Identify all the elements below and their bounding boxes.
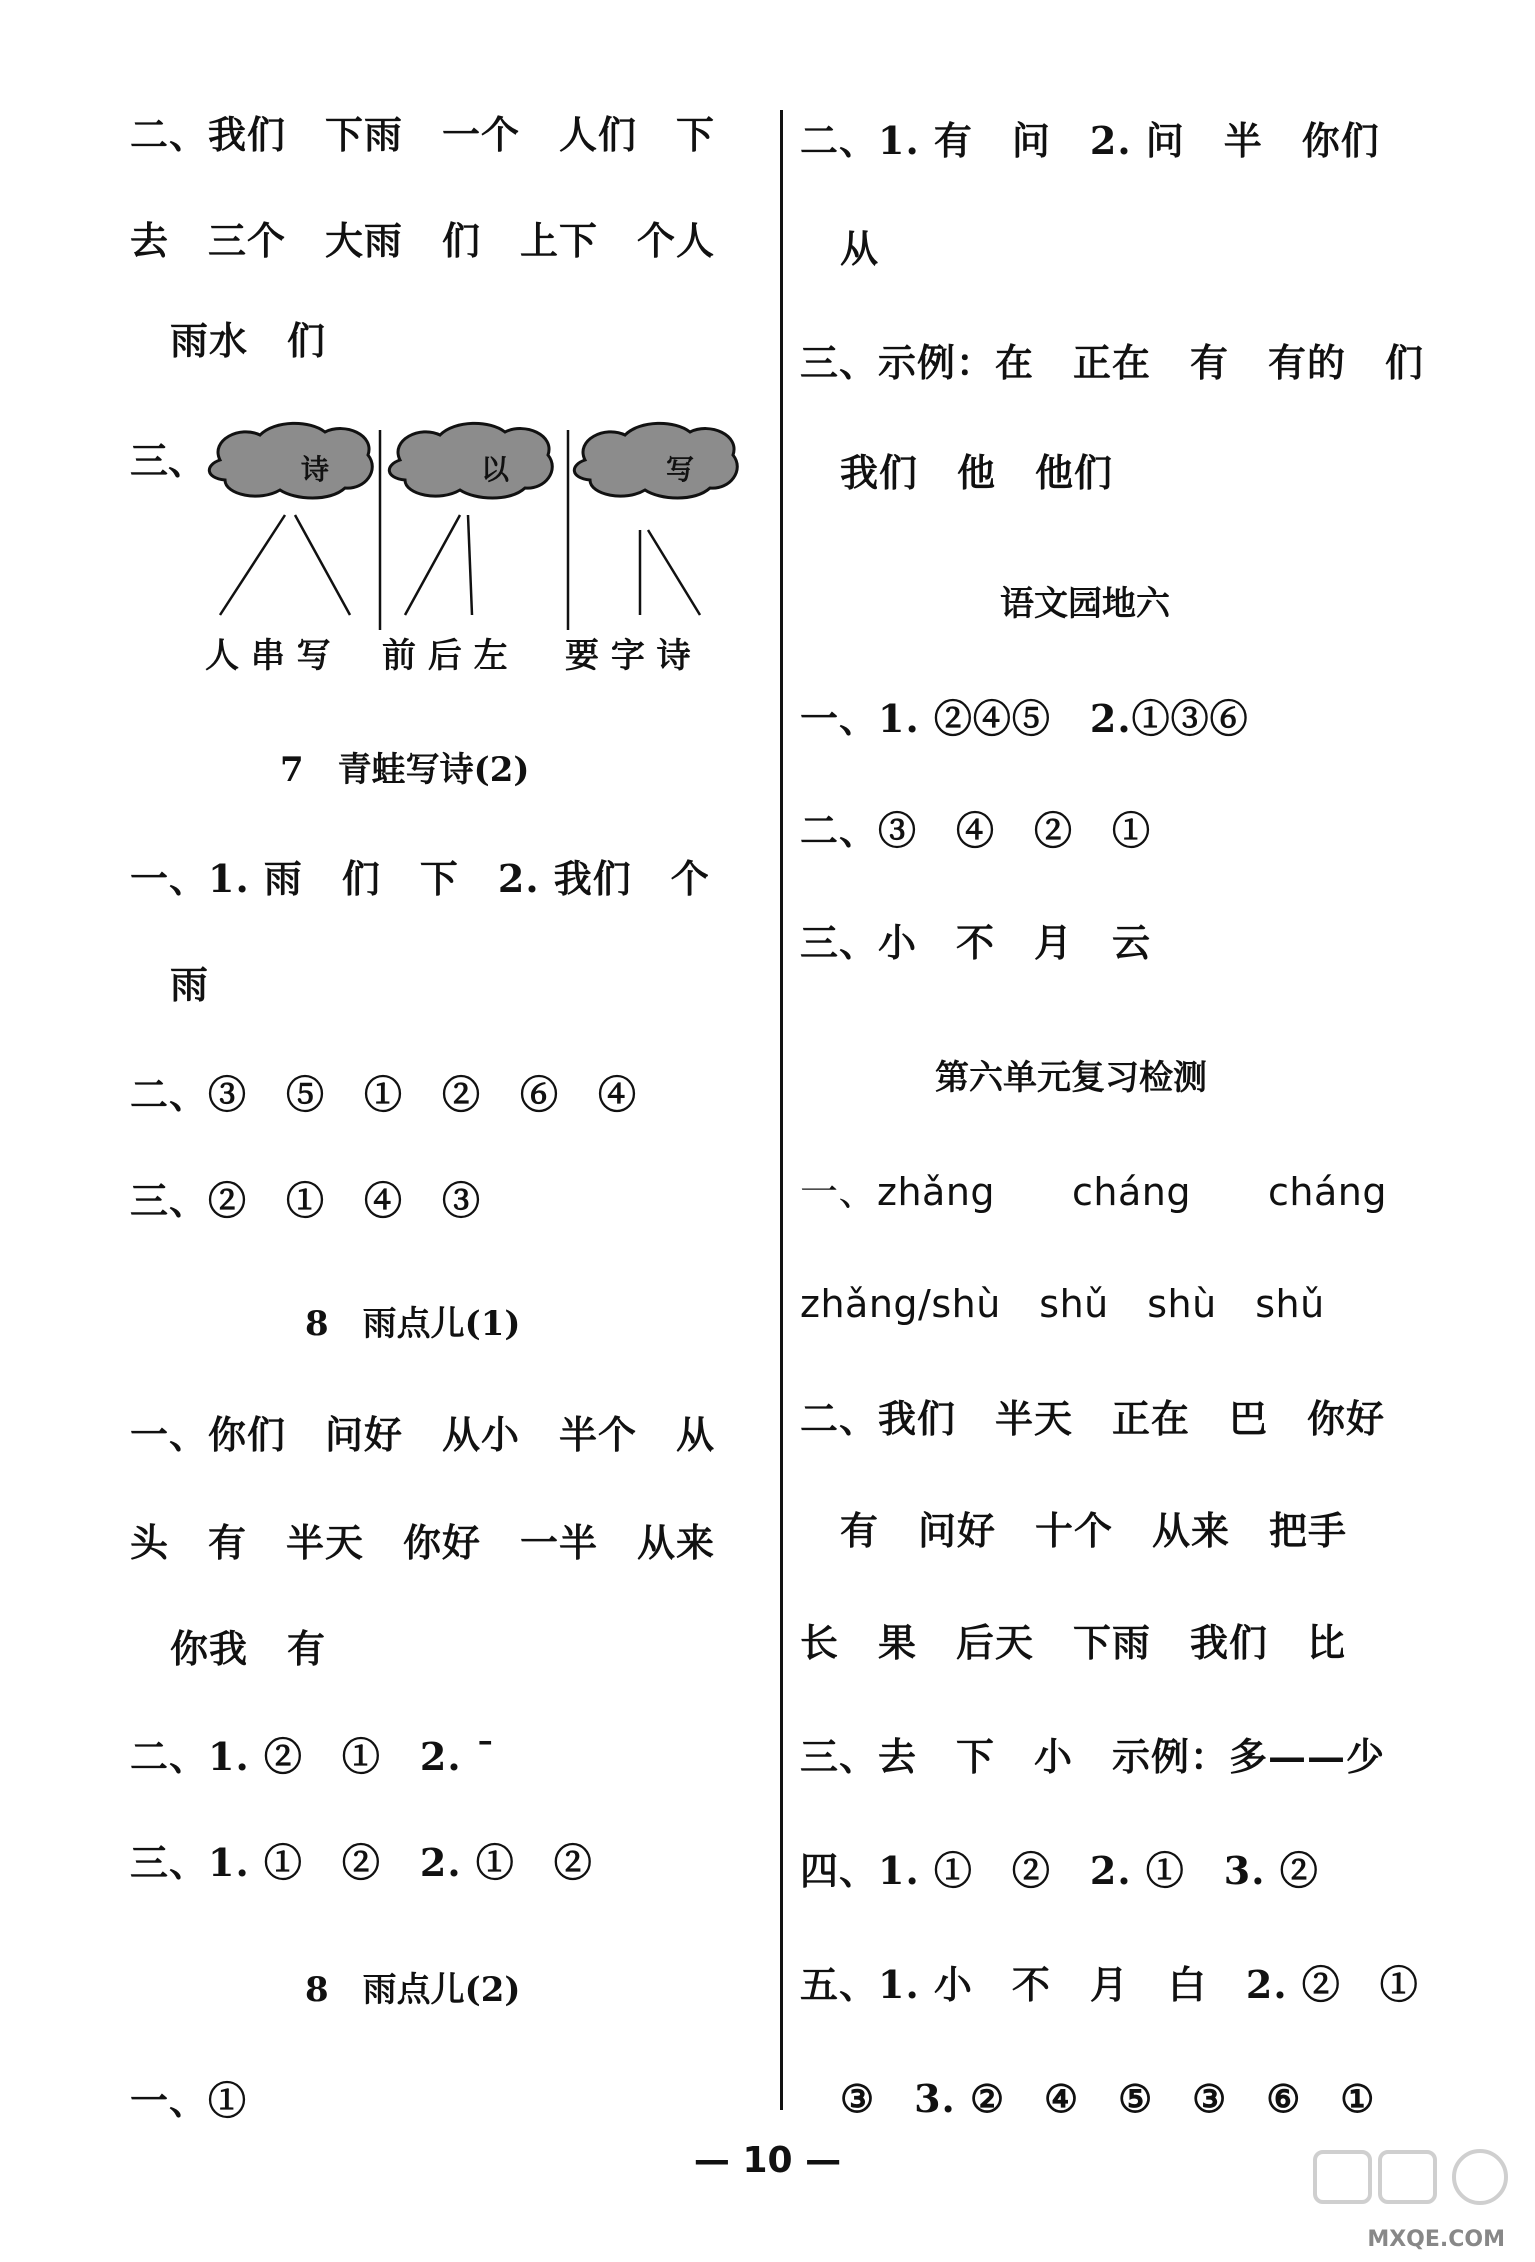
answer-line: 有 问好 十个 从来 把手 — [840, 1508, 1348, 1553]
cloud-answer-chars: 前 后 左 — [382, 636, 508, 676]
section-title: 语文园地六 — [1000, 584, 1170, 624]
answer-line: ③ 3. ② ④ ⑤ ③ ⑥ ① — [840, 2076, 1376, 2121]
answer-line: 长 果 后天 下雨 我们 比 — [800, 1620, 1347, 1665]
lesson-title — [305, 1962, 521, 2011]
answer-label: 三、 — [130, 438, 207, 483]
answer-line: 二、我们 半天 正在 巴 你好 — [800, 1396, 1386, 1441]
answer-line: 你我 有 — [170, 1626, 327, 1671]
answer-line: 一、1. 雨 们 下 2. 我们 个 — [130, 856, 710, 901]
answer-line: 一、1. ②④⑤ 2.①③⑥ — [800, 696, 1249, 741]
column-divider — [780, 110, 783, 2110]
answer-line: 我们 他 他们 — [840, 450, 1114, 495]
lesson-title — [280, 742, 530, 791]
answer-line: 从 — [840, 226, 880, 271]
answer-line: 一、你们 问好 从小 半个 从 — [130, 1412, 716, 1457]
answer-line: 四、1. ① ② 2. ① 3. ② — [800, 1848, 1319, 1893]
answer-line: zhǎng/shù shǔ shù shǔ — [800, 1282, 1325, 1326]
answer-line: 去 三个 大雨 们 上下 个人 — [130, 218, 716, 263]
page-number: — 10 — — [693, 2140, 842, 2181]
answer-line: 二、我们 下雨 一个 人们 下 — [130, 112, 716, 157]
lesson-name: 雨点儿(1) — [362, 1304, 521, 1344]
answer-line: 一、① — [130, 2078, 248, 2123]
watermark-text: MXQE.COM — [1367, 2227, 1505, 2252]
answer-line: 三、去 下 小 示例：多——少 — [800, 1734, 1386, 1779]
answer-line: 头 有 半天 你好 一半 从来 — [130, 1520, 716, 1565]
answer-line: 二、③ ⑤ ① ② ⑥ ④ — [130, 1072, 638, 1117]
lesson-number: 8 — [305, 1304, 329, 1344]
cloud-character: 诗 — [300, 453, 329, 486]
cloud-word-diagram — [130, 420, 770, 680]
lesson-number: 7 — [280, 750, 304, 790]
answer-line: 雨 — [170, 962, 210, 1007]
answer-line: 三、示例：在 正在 有 有的 们 — [800, 340, 1425, 385]
answer-line: 五、1. 小 不 月 白 2. ② ① — [800, 1962, 1419, 2007]
cloud-answer-chars: 人 串 写 — [205, 636, 331, 676]
cloud-character: 写 — [665, 453, 694, 486]
lesson-number: 8 — [305, 1970, 329, 2010]
answer-line: 二、1. ② ① 2. ˉ — [130, 1734, 496, 1779]
lesson-name: 雨点儿(2) — [362, 1970, 521, 2010]
cloud-answer-chars: 要 字 诗 — [565, 636, 691, 676]
answer-line: 二、1. 有 问 2. 问 半 你们 — [800, 118, 1380, 163]
answer-line: 雨水 们 — [170, 318, 327, 363]
section-title: 第六单元复习检测 — [935, 1058, 1207, 1098]
answer-line: 三、1. ① ② 2. ① ② — [130, 1840, 593, 1885]
answer-line: 三、② ① ④ ③ — [130, 1178, 482, 1223]
answer-line: 三、小 不 月 云 — [800, 920, 1152, 965]
cloud-character: 以 — [480, 453, 509, 486]
answer-line: 一、zhǎng cháng cháng — [800, 1170, 1387, 1214]
lesson-name: 青蛙写诗(2) — [337, 750, 530, 790]
answer-line: 二、③ ④ ② ① — [800, 808, 1152, 853]
lesson-title — [305, 1296, 521, 1345]
